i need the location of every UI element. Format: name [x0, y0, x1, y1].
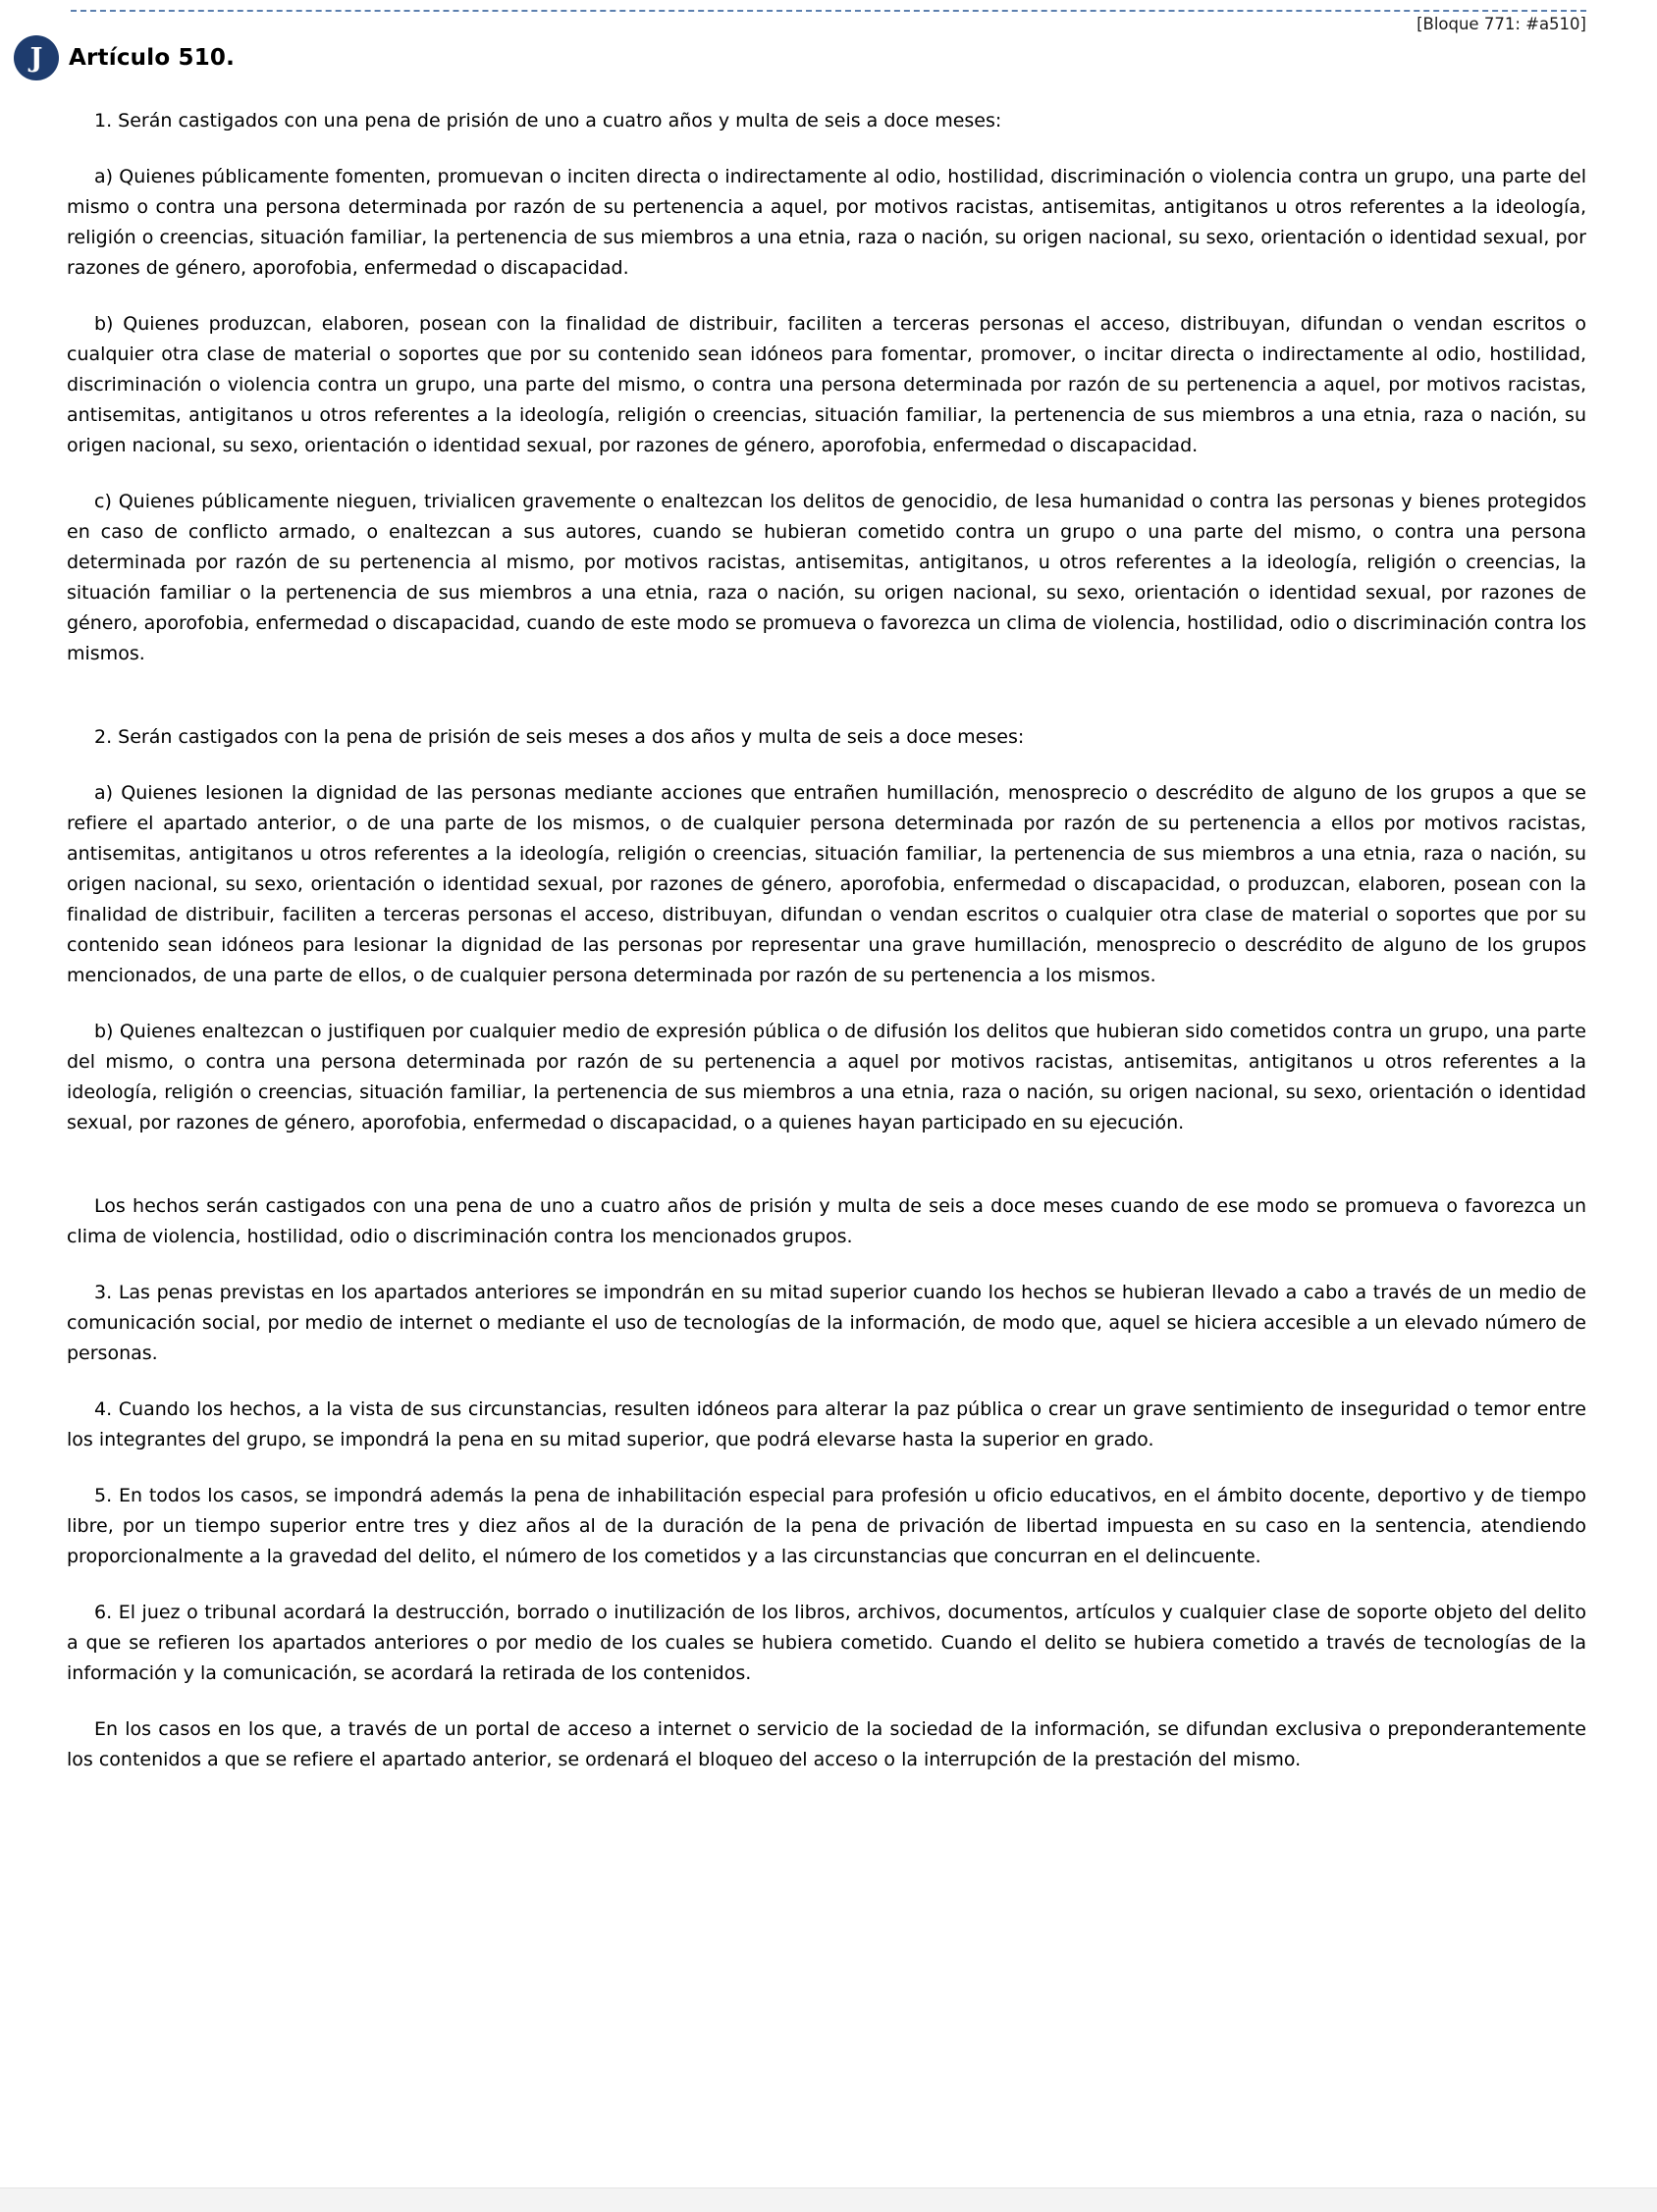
article-paragraph-5: 5. En todos los casos, se impondrá además la pena de inhabilitación especial para profesión u oficio educativos, en el ámbito docente, deportivo y de tiempo libre, por un tiempo superior entre tres y diez años al de la duración de la pena de privación de libertad impuesta en su caso en la sentencia, atendiendo proporcionalmente a la gravedad del delito, el número de los cometidos y a las circunstancias que concurran en el delincuente. — [67, 1485, 1586, 1567]
article-paragraph-1c: c) Quienes públicamente nieguen, trivialicen gravemente o enaltezcan los delitos de genocidio, de lesa humanidad o contra las personas y bienes protegidos en caso de conflicto armado, o enaltezcan a sus autores, cuando se hubieran cometido contra un grupo o una parte del mismo, o contra una persona determinada por razón de su pertenencia al mismo, por motivos racistas, antisemitas, antigitanos, u otros referentes a la ideología, religión o creencias, la situación familiar o la pertenencia de sus miembros a una etnia, raza o nación, su origen nacional, su sexo, orientación o identidad sexual, por razones de género, aporofobia, enfermedad o discapacidad, cuando de este modo se promueva o favorezca un clima de violencia, hostilidad, odio o discriminación contra los mismos. — [67, 491, 1586, 664]
article-paragraph-1-intro: 1. Serán castigados con una pena de prisión de uno a cuatro años y multa de seis a doce meses: — [94, 110, 1002, 132]
article-title: Artículo 510. — [69, 45, 236, 71]
top-dashed-separator — [71, 10, 1586, 12]
article-paragraph-2b: b) Quienes enaltezcan o justifiquen por cualquier medio de expresión pública o de difusión los delitos que hubieran sido cometidos contra un grupo, una parte del mismo, o contra una persona determinada por razón de su pertenencia a aquel por motivos racistas, antisemitas, antigitanos u otros referentes a la ideología, religión o creencias, situación familiar, la pertenencia de sus miembros a una etnia, raza o nación, su origen nacional, su sexo, orientación o identidad sexual, por razones de género, aporofobia, enfermedad o discapacidad, o a quienes hayan participado en su ejecución. — [67, 1021, 1586, 1133]
article-paragraph-6: 6. El juez o tribunal acordará la destrucción, borrado o inutilización de los libros, archivos, documentos, artículos y cualquier clase de soporte objeto del delito a que se refieren los apartados anteriores o por medio de los cuales se hubiera cometido. Cuando el delito se hubiera cometido a través de tecnologías de la información y la comunicación, se acordará la retirada de los contenidos. — [67, 1602, 1586, 1684]
page-bottom-edge — [0, 2187, 1657, 2212]
article-paragraph-3: 3. Las penas previstas en los apartados anteriores se impondrán en su mitad superior cuando los hechos se hubieran llevado a cabo a través de un medio de comunicación social, por medio de internet o mediante el uso de tecnologías de la información, de modo que, aquel se hiciera accesible a un elevado número de personas. — [67, 1282, 1586, 1364]
article-paragraph-2-final: Los hechos serán castigados con una pena de uno a cuatro años de prisión y multa de seis a doce meses cuando de ese modo se promueva o favorezca un clima de violencia, hostilidad, odio o discriminación contra los mencionados grupos. — [67, 1195, 1586, 1247]
article-header — [14, 35, 1657, 80]
article-paragraph-2a: a) Quienes lesionen la dignidad de las personas mediante acciones que entrañen humillación, menosprecio o descrédito de alguno de los grupos a que se refiere el apartado anterior, o de una parte de los mismos, o de cualquier persona determinada por razón de su pertenencia a ellos por motivos racistas, antisemitas, antigitanos u otros referentes a la ideología, religión o creencias, situación familiar, la pertenencia de sus miembros a una etnia, raza o nación, su origen nacional, su sexo, orientación o identidad sexual, por razones de género, aporofobia, enfermedad o discapacidad, o produzcan, elaboren, posean con la finalidad de distribuir, faciliten a terceras personas el acceso, distribuyan, difundan o vendan escritos o cualquier otra clase de material o soportes que por su contenido sean idóneos para lesionar la dignidad de las personas por representar una grave humillación, menosprecio o descrédito de alguno de los grupos mencionados, de una parte de ellos, o de cualquier persona determinada por razón de su pertenencia a los mismos. — [67, 782, 1586, 986]
article-body — [67, 106, 1586, 1775]
article-paragraph-1b: b) Quienes produzcan, elaboren, posean con la finalidad de distribuir, faciliten a terceras personas el acceso, distribuyan, difundan o vendan escritos o cualquier otra clase de material o soportes que por su contenido sean idóneos para fomentar, promover, o incitar directa o indirectamente al odio, hostilidad, discriminación o violencia contra un grupo, una parte del mismo, o contra una persona determinada por razón de su pertenencia a aquel, por motivos racistas, antisemitas, antigitanos u otros referentes a la ideología, religión o creencias, situación familiar, la pertenencia de sus miembros a una etnia, raza o nación, su origen nacional, su sexo, orientación o identidad sexual, por razones de género, aporofobia, enfermedad o discapacidad. — [67, 313, 1586, 456]
article-paragraph-2-intro: 2. Serán castigados con la pena de prisión de seis meses a dos años y multa de seis a doce meses: — [94, 726, 1025, 748]
block-reference-label: [Bloque 771: #a510] — [1416, 15, 1586, 33]
article-paragraph-4: 4. Cuando los hechos, a la vista de sus circunstancias, resulten idóneos para alterar la paz pública o crear un grave sentimiento de inseguridad o temor entre los integrantes del grupo, se impondrá la pena en su mitad superior, que podrá elevarse hasta la superior en grado. — [67, 1398, 1586, 1450]
jurisprudence-permalink-icon[interactable] — [14, 35, 59, 80]
article-paragraph-1a: a) Quienes públicamente fomenten, promuevan o inciten directa o indirectamente al odio, hostilidad, discriminación o violencia contra un grupo, una parte del mismo o contra una persona determinada por razón de su pertenencia a aquel, por motivos racistas, antisemitas, antigitanos u otros referentes a la ideología, religión o creencias, situación familiar, la pertenencia de sus miembros a una etnia, raza o nación, su origen nacional, su sexo, orientación o identidad sexual, por razones de género, aporofobia, enfermedad o discapacidad. — [67, 166, 1586, 279]
article-paragraph-6-final: En los casos en los que, a través de un portal de acceso a internet o servicio de la sociedad de la información, se difundan exclusiva o preponderantemente los contenidos a que se refiere el apartado anterior, se ordenará el bloqueo del acceso o la interrupción de la prestación del mismo. — [67, 1718, 1586, 1770]
jurisprudence-icon-letter: J — [29, 42, 43, 74]
